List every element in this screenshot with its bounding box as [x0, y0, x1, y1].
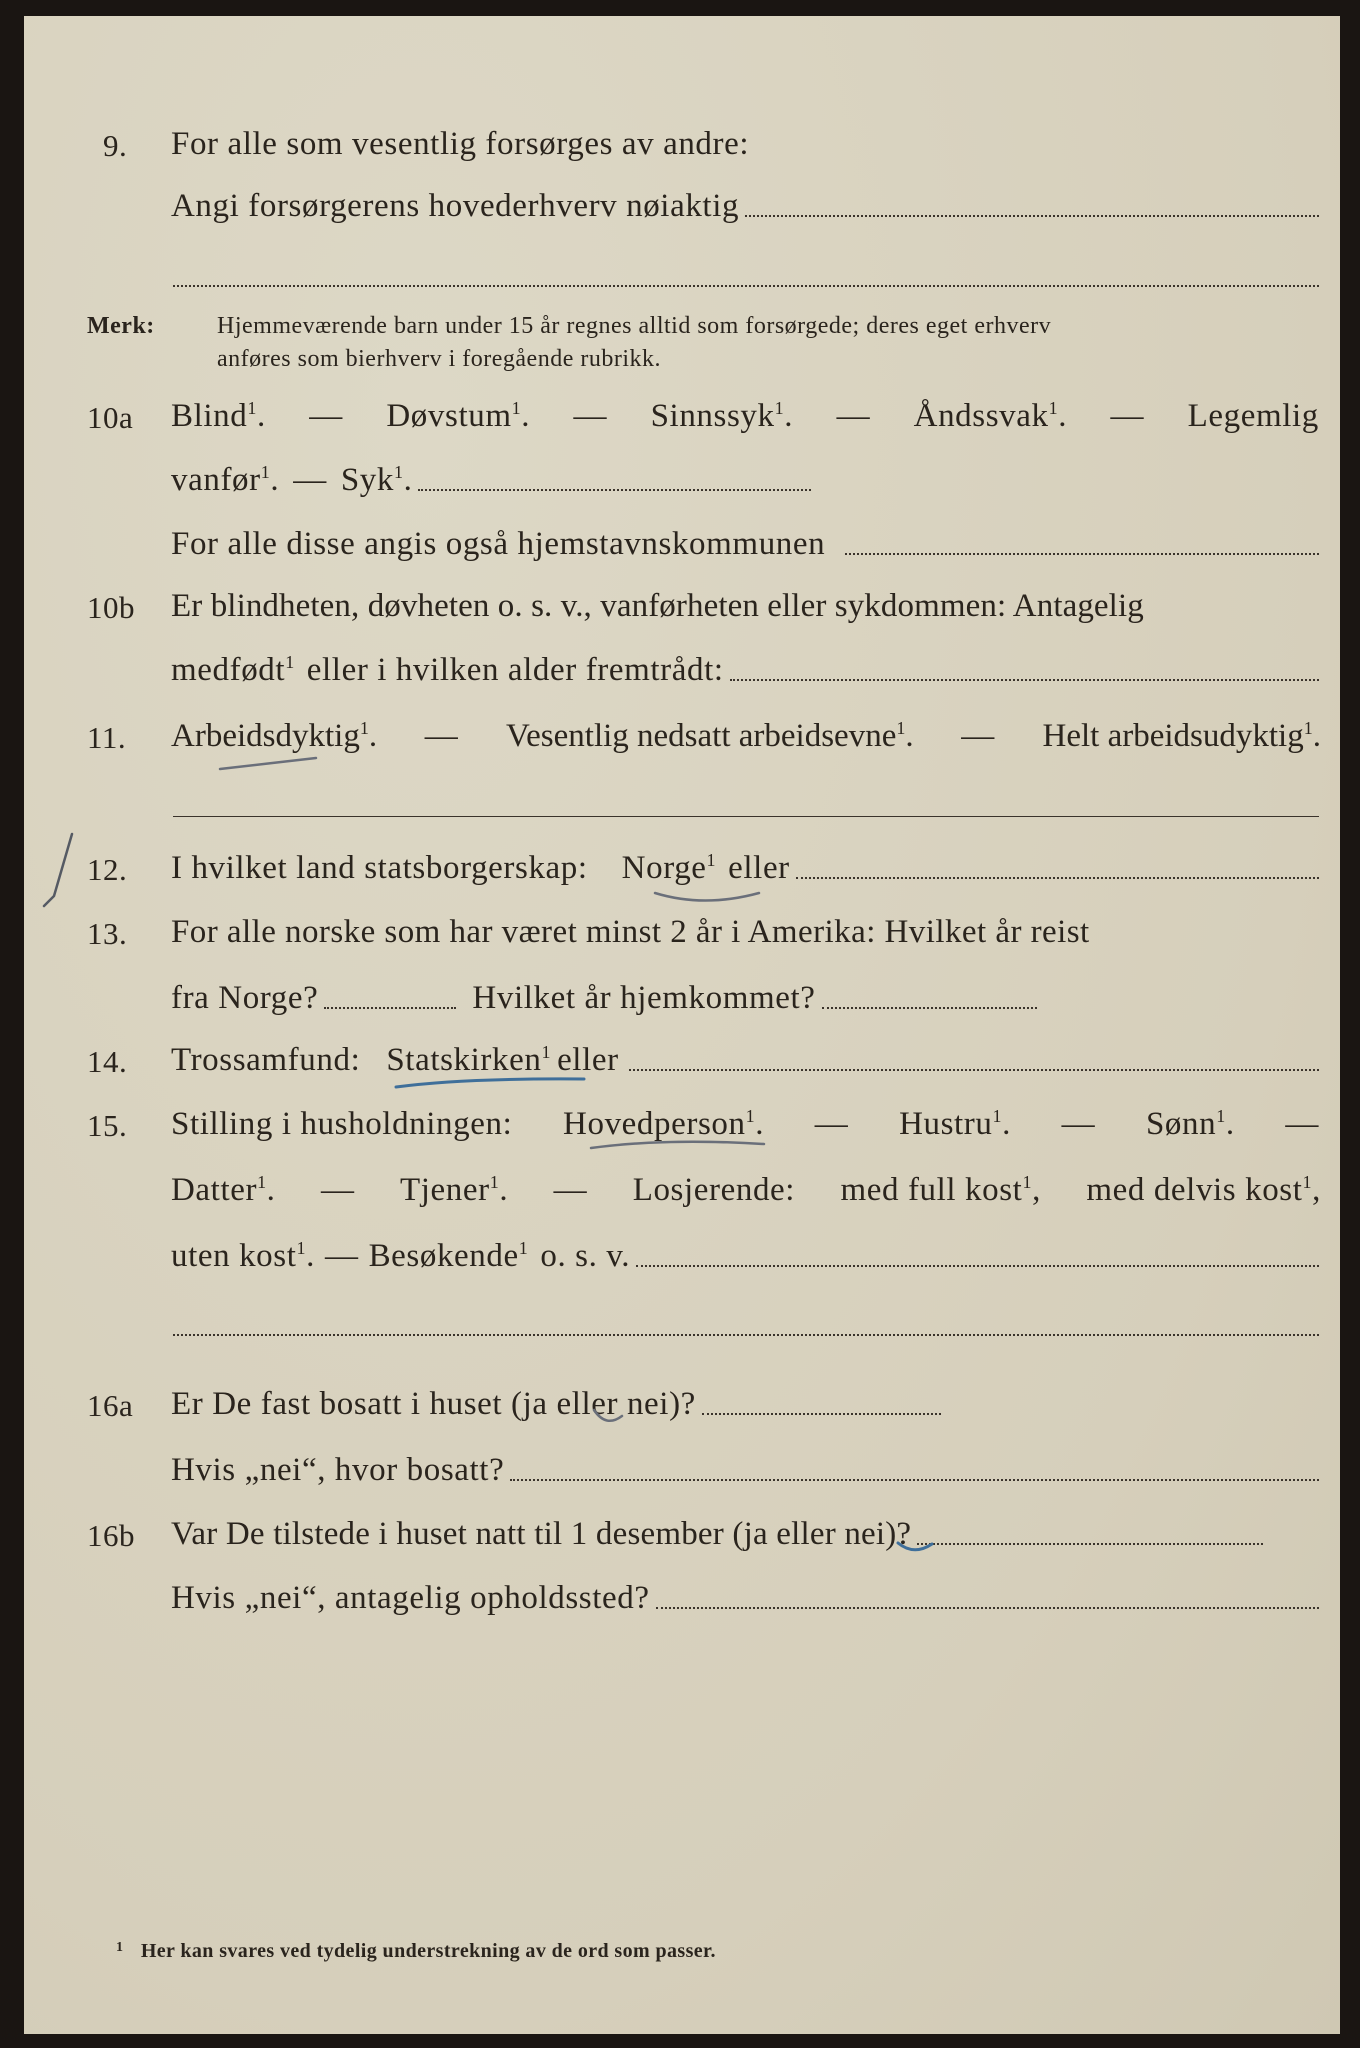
- option-arbeidsdyktig[interactable]: Arbeidsdyktig$^1$.: [171, 718, 378, 754]
- option-losjerende-label: Losjerende:: [632, 1172, 796, 1208]
- option-andssvak[interactable]: Åndssvak$^1$.: [913, 398, 1068, 434]
- separator: —: [1061, 1106, 1096, 1142]
- option-hovedperson[interactable]: Hovedperson$^1$.: [563, 1106, 765, 1142]
- separator: —: [961, 718, 995, 754]
- question-16a-number: 16a: [87, 1388, 134, 1423]
- census-form-page: [24, 16, 1340, 2034]
- note-text-2: anføres som bierhverv i foregående rubrikk.: [217, 346, 662, 372]
- question-9-number: 9.: [103, 128, 128, 163]
- option-norge[interactable]: Norge$^1$: [621, 850, 717, 886]
- question-13-text: For alle norske som har været minst 2 år i Amerika: Hvilket år reist: [171, 914, 1090, 950]
- question-15-number: 15.: [87, 1108, 128, 1143]
- separator: —: [293, 462, 327, 498]
- option-uten-kost[interactable]: uten kost$^1$.: [171, 1238, 315, 1274]
- question-16a-prompt: Er De fast bosatt i huset (ja eller nei)?: [171, 1386, 696, 1422]
- separator: —: [814, 1106, 849, 1142]
- separator: —: [836, 398, 871, 434]
- option-statskirken[interactable]: Statskirken$^1$: [386, 1042, 552, 1078]
- separator: —: [1285, 1106, 1319, 1142]
- question-15-etc: o. s. v.: [540, 1238, 631, 1274]
- option-tjener[interactable]: Tjener$^1$.: [400, 1172, 509, 1208]
- question-10a-number: 10a: [87, 400, 134, 435]
- question-14-number: 14.: [87, 1044, 128, 1079]
- pencil-underline-hovedperson: [591, 1142, 764, 1148]
- option-datter[interactable]: Datter$^1$.: [171, 1172, 276, 1208]
- option-vanfor[interactable]: vanfør$^1$.: [171, 462, 280, 498]
- question-16b-location-prompt: Hvis „nei“, antagelig opholdssted?: [171, 1580, 650, 1616]
- question-12-or-label: eller: [728, 850, 790, 886]
- separator: —: [309, 398, 343, 434]
- footnote: [116, 1940, 716, 1963]
- option-blind[interactable]: Blind$^1$.: [171, 398, 266, 434]
- option-med-delvis-kost[interactable]: med delvis kost$^1$,: [1086, 1172, 1321, 1208]
- option-legemlig[interactable]: Legemlig: [1187, 398, 1319, 434]
- option-dovstum[interactable]: Døvstum$^1$.: [386, 398, 531, 434]
- question-14-prompt: Trossamfund:: [171, 1042, 361, 1078]
- separator: —: [324, 1238, 359, 1274]
- pencil-underline-arbeidsdyktig: [220, 758, 316, 769]
- note-label: Merk:: [87, 313, 155, 339]
- footnote-text: Her kan svares ved tydelig understrekning av de ord som passer.: [140, 1940, 716, 1962]
- handwritten-marks: [24, 16, 1340, 2034]
- question-16a-where-prompt: Hvis „nei“, hvor bosatt?: [171, 1452, 505, 1488]
- question-12-prompt: I hvilket land statsborgerskap:: [171, 850, 588, 886]
- separator: —: [573, 398, 608, 434]
- question-13-number: 13.: [87, 916, 128, 951]
- question-9-prompt: Angi forsørgerens hovederhverv nøiaktig: [171, 188, 740, 224]
- option-med-full-kost[interactable]: med full kost$^1$,: [840, 1172, 1041, 1208]
- question-10b-age-prompt: eller i hvilken alder fremtrådt:: [306, 652, 724, 688]
- question-15-prompt: Stilling i husholdningen:: [171, 1106, 513, 1142]
- note-text-1: Hjemmeværende barn under 15 år regnes alltid som forsørgede; deres eget erhverv: [217, 313, 1052, 339]
- pencil-checkmark-icon: [44, 834, 72, 906]
- option-sonn[interactable]: Sønn$^1$.: [1145, 1106, 1235, 1142]
- pencil-underline-norge: [655, 893, 759, 901]
- blue-underline-ja-16b: [898, 1543, 932, 1550]
- separator: —: [424, 718, 459, 754]
- separator: —: [320, 1172, 355, 1208]
- question-13-departure-prompt: fra Norge?: [171, 980, 319, 1016]
- question-16b-prompt: Var De tilstede i huset natt til 1 desember (ja eller nei)?: [171, 1516, 912, 1552]
- question-12-number: 12.: [87, 852, 128, 887]
- separator: —: [1110, 398, 1145, 434]
- question-10a-home-prompt: For alle disse angis også hjemstavnskommunen: [171, 526, 826, 562]
- question-10b-text: Er blindheten, døvheten o. s. v., vanførheten eller sykdommen: Antagelig: [171, 588, 1144, 624]
- option-syk[interactable]: Syk$^1$.: [340, 462, 413, 498]
- option-hustru[interactable]: Hustru$^1$.: [899, 1106, 1011, 1142]
- question-11-number: 11.: [87, 720, 127, 755]
- option-nedsatt-arbeidsevne[interactable]: Vesentlig nedsatt arbeidsevne$^1$.: [505, 718, 914, 754]
- blue-underline-statskirken: [396, 1079, 584, 1087]
- question-10b-number: 10b: [87, 590, 135, 625]
- option-besokende[interactable]: Besøkende$^1$: [368, 1238, 529, 1274]
- option-sinnssyk[interactable]: Sinnssyk$^1$.: [650, 398, 794, 434]
- footnote-marker: 1: [116, 1940, 124, 1955]
- question-14-or-label: eller: [557, 1042, 619, 1078]
- question-16b-number: 16b: [87, 1518, 135, 1553]
- question-13-return-prompt: Hvilket år hjemkommet?: [472, 980, 816, 1016]
- pencil-underline-ja-16a: [594, 1410, 622, 1421]
- option-helt-arbeidsudyktig[interactable]: Helt arbeidsudyktig$^1$.: [1042, 718, 1321, 754]
- option-medfodt[interactable]: medfødt$^1$: [171, 652, 295, 688]
- separator: —: [553, 1172, 588, 1208]
- question-9-text: For alle som vesentlig forsørges av andre:: [171, 126, 750, 162]
